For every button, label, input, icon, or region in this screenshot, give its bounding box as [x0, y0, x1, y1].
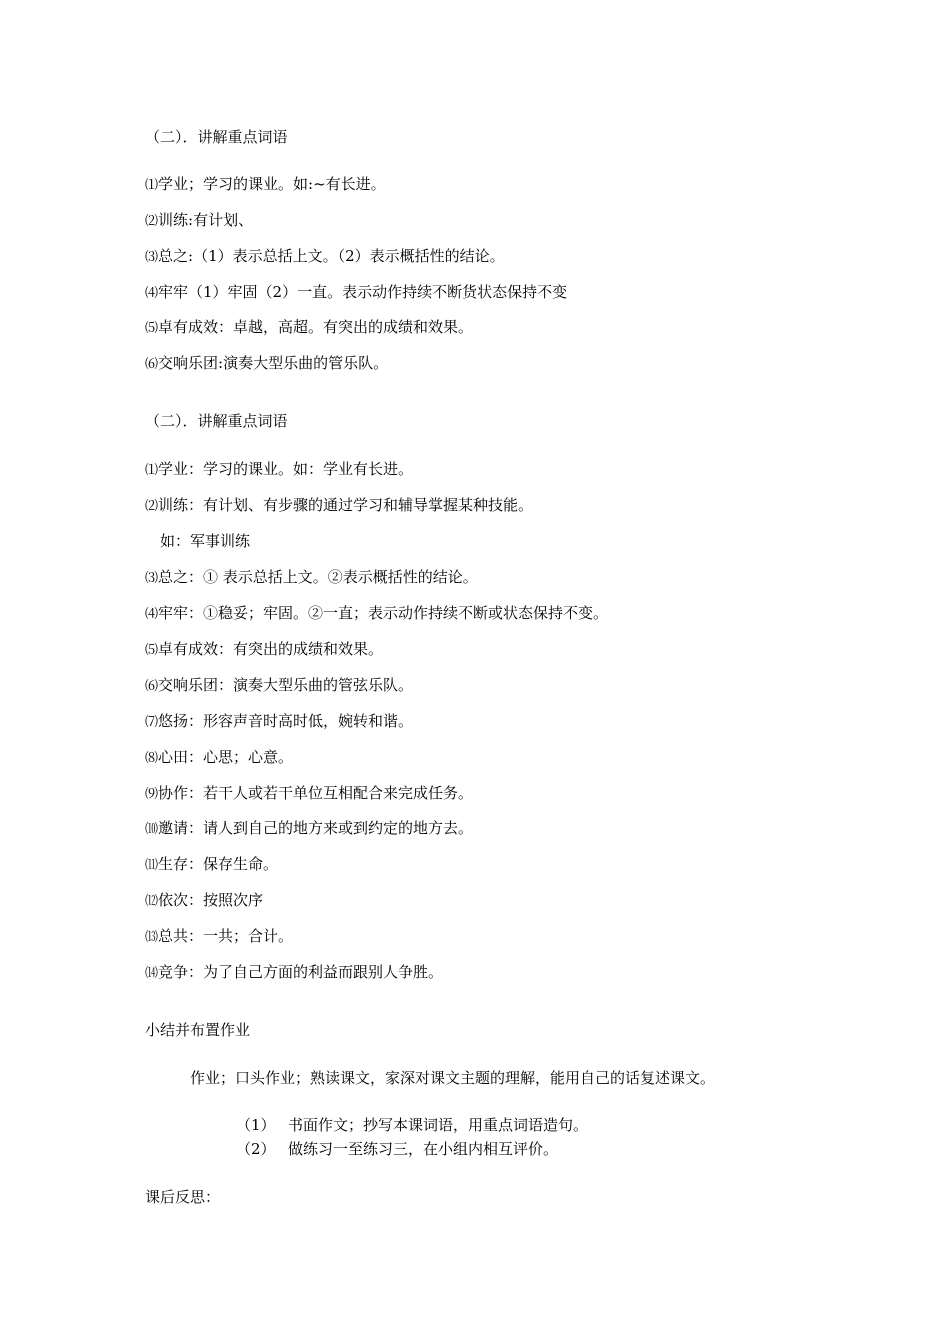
- item-number: ⑸: [145, 643, 159, 658]
- section1-item: [145, 282, 567, 304]
- section1-item: [145, 353, 388, 375]
- section2-item: [145, 639, 383, 661]
- task-number: （2）: [236, 1140, 276, 1158]
- section1-item: [145, 210, 253, 232]
- item-text: 训练：有计划、有步骤的通过学习和辅导掌握某种技能。: [158, 496, 534, 514]
- section2-item: [145, 783, 473, 805]
- item-text: 悠扬：形容声音时高时低，婉转和谐。: [158, 712, 414, 730]
- item-number: ⑾: [145, 858, 159, 873]
- section1-item: [145, 174, 386, 196]
- homework-task: [236, 1139, 558, 1159]
- item-text: 总之:（1）表示总括上文。（2）表示概括性的结论。: [158, 247, 505, 265]
- item-text: 交响乐团:演奏大型乐曲的管乐队。: [158, 354, 389, 372]
- item-number: ⑿: [145, 894, 159, 909]
- task-number: （1）: [236, 1116, 276, 1134]
- item-text: 交响乐团：演奏大型乐曲的管弦乐队。: [158, 676, 414, 694]
- item-text: 卓有成效：有突出的成绩和效果。: [158, 640, 384, 658]
- section1-item: [145, 317, 473, 339]
- item-text: 邀请：请人到自己的地方来或到约定的地方去。: [158, 819, 474, 837]
- item-text: 学业；学习的课业。如:~有长进。: [158, 175, 386, 193]
- item-number: ⑴: [145, 463, 159, 478]
- task-text: 书面作文；抄写本课词语，用重点词语造句。: [288, 1116, 589, 1134]
- item-number: ⑹: [145, 357, 159, 372]
- section2-heading: （二）．讲解重点词语: [145, 412, 288, 430]
- item-text: 生存：保存生命。: [158, 855, 279, 873]
- item-text: 总之：① 表示总括上文。②表示概括性的结论。: [158, 568, 478, 586]
- item-number: ⒁: [145, 966, 159, 981]
- reflection-heading: 课后反思：: [145, 1188, 221, 1206]
- item-number: ⑶: [145, 250, 159, 265]
- section1-heading: （二）．讲解重点词语: [145, 128, 288, 146]
- section2-item-example: 如：军事训练: [160, 532, 251, 550]
- section2-item: [145, 603, 608, 625]
- section2-item: [145, 675, 413, 697]
- section2-item: [145, 567, 478, 589]
- section2-item: [145, 459, 413, 481]
- item-number: ⑵: [145, 214, 159, 229]
- item-number: ⒀: [145, 930, 159, 945]
- item-text: 卓有成效：卓越，高超。有突出的成绩和效果。: [158, 318, 474, 336]
- section2-item: [145, 854, 278, 876]
- item-number: ⑸: [145, 321, 159, 336]
- homework-text: 作业；口头作业；熟读课文，家深对课文主题的理解，能用自己的话复述课文。: [190, 1069, 716, 1087]
- item-text: 心田：心思；心意。: [158, 748, 294, 766]
- item-number: ⑼: [145, 787, 159, 802]
- section2-item: [145, 495, 533, 517]
- section2-item: [145, 926, 293, 948]
- section1-item: [145, 246, 505, 268]
- item-number: ⑵: [145, 499, 159, 514]
- task-text: 做练习一至练习三，在小组内相互评价。: [288, 1140, 559, 1158]
- item-number: ⑽: [145, 822, 159, 837]
- item-text: 竞争：为了自己方面的利益而跟别人争胜。: [158, 963, 444, 981]
- item-text: 协作：若干人或若干单位互相配合来完成任务。: [158, 784, 474, 802]
- item-number: ⑴: [145, 178, 159, 193]
- section2-item: [145, 962, 443, 984]
- item-number: ⑷: [145, 607, 159, 622]
- section2-item: [145, 818, 473, 840]
- item-text: 总共：一共；合计。: [158, 927, 294, 945]
- item-text: 牢牢（1）牢固（2）一直。表示动作持续不断货状态保持不变: [158, 283, 568, 301]
- section2-item: [145, 711, 413, 733]
- item-text: 依次：按照次序: [158, 891, 264, 909]
- homework-task: [236, 1115, 588, 1135]
- item-text: 学业：学习的课业。如：学业有长进。: [158, 460, 414, 478]
- section2-item: [145, 747, 293, 769]
- section2-item: [145, 890, 263, 912]
- item-number: ⑶: [145, 571, 159, 586]
- item-number: ⑹: [145, 679, 159, 694]
- item-number: ⑷: [145, 286, 159, 301]
- item-text: 训练:有计划、: [158, 211, 254, 229]
- item-number: ⑺: [145, 715, 159, 730]
- summary-heading: 小结并布置作业: [145, 1021, 251, 1039]
- item-text: 牢牢：①稳妥；牢固。②一直；表示动作持续不断或状态保持不变。: [158, 604, 609, 622]
- item-number: ⑻: [145, 751, 159, 766]
